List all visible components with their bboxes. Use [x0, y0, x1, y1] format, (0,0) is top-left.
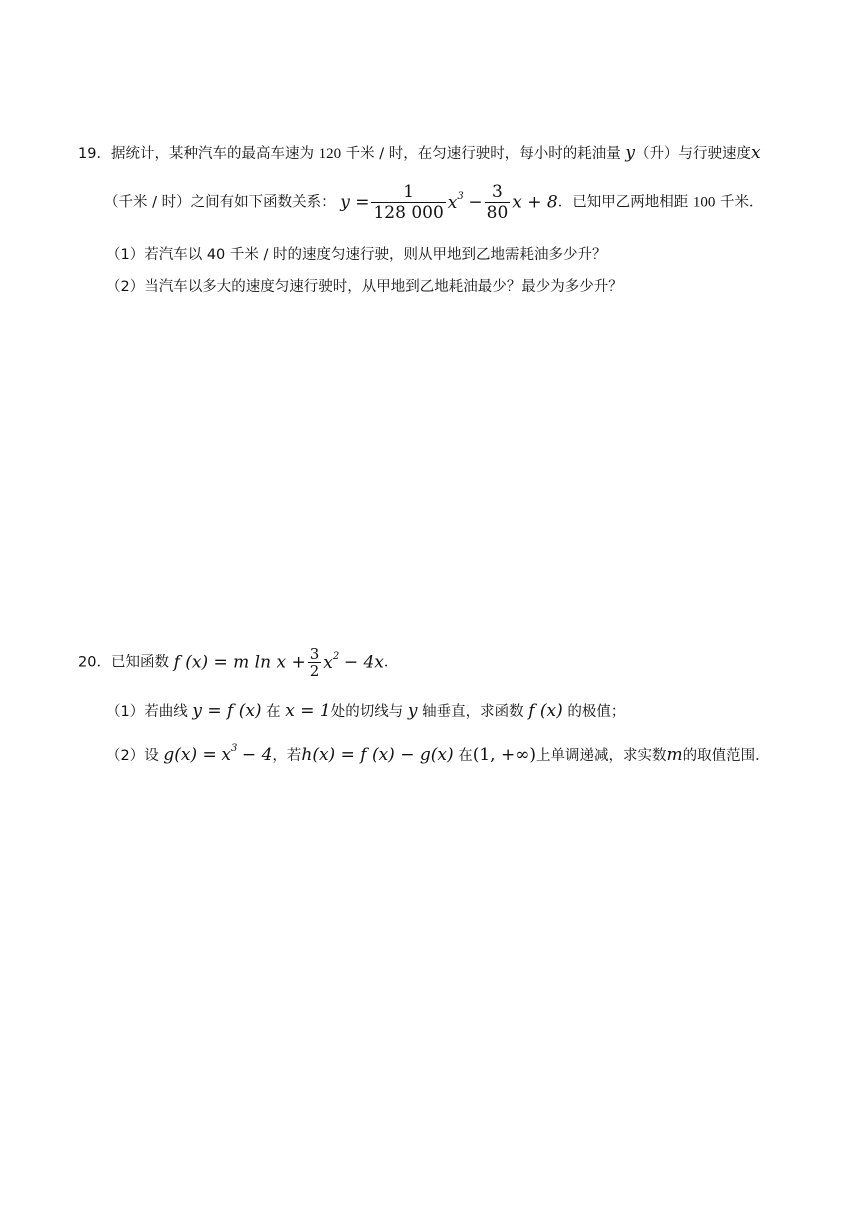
- q20-f-tail: − 4x: [343, 652, 384, 673]
- q20-p1-eq: y = f (x): [192, 701, 262, 721]
- q20-frac-denominator: 2: [309, 662, 320, 680]
- q20-p2-interval: (1, +∞): [472, 745, 536, 765]
- q20-p1-x1: x = 1: [285, 701, 331, 721]
- q20-p2-x-cubed: $x^3$: [221, 743, 238, 765]
- q19-exponent-3: 3: [457, 190, 464, 202]
- q19-text-line2b: ．已知甲乙两地相距: [557, 194, 689, 211]
- q19-distance-value: 100: [692, 194, 716, 211]
- q20-p2-d: 上单调递减，求实数: [535, 748, 667, 764]
- q20-p2-b: ，若: [272, 748, 302, 764]
- q19-text-line2d: 千米．: [719, 194, 764, 211]
- q19-formula-lhs: y =: [340, 192, 370, 213]
- q19-text-a: 据统计，某种汽车的最高车速为: [110, 146, 314, 162]
- q20-p2-g-tail: − 4: [241, 745, 273, 765]
- q19-fraction-2: [485, 182, 511, 223]
- q20-frac-numerator: 3: [309, 645, 320, 663]
- q19-var-y: y: [625, 143, 635, 163]
- q20-x-squared: $x^2$: [323, 650, 340, 673]
- q19-line2: [104, 182, 763, 223]
- q19-part2: （2）当汽车以多大的速度匀速行驶时，从甲地到乙地耗油最少？最少为多少升？: [106, 279, 623, 295]
- q19-x-cubed: $x^3$: [447, 190, 464, 213]
- q19-minus: −: [468, 192, 483, 213]
- q20-text-a: 已知函数: [110, 654, 169, 671]
- q20-number: 20．: [78, 654, 111, 671]
- q20-part2: [106, 745, 770, 766]
- q20-p1-b: 在: [266, 704, 281, 720]
- q20-part1: [106, 701, 625, 722]
- q20-p1-a: （1）若曲线: [106, 704, 188, 720]
- q19-text-c: 千米 / 时，在匀速行驶时，每小时的耗油量: [345, 146, 621, 162]
- q20-p2-m: m: [666, 745, 683, 765]
- q19-speed-value: 120: [318, 146, 342, 162]
- q19-line1: [78, 143, 761, 164]
- q19-formula-tail: x + 8: [512, 192, 558, 213]
- q19-frac1-denominator: 128 000: [373, 203, 444, 223]
- q20-p2-e: 的取值范围．: [682, 748, 770, 764]
- q20-p2-g: g(x) =: [163, 745, 217, 765]
- q20-exponent-2: 2: [332, 650, 340, 662]
- q20-p1-e: 的极值；: [567, 704, 626, 720]
- q20-f-lhs: f (x) = m ln x +: [173, 652, 306, 673]
- q19-frac2-denominator: 80: [486, 203, 509, 223]
- q19-part1: （1）若汽车以 40 千米 / 时的速度匀速行驶，则从甲地到乙地需耗油多少升？: [106, 247, 607, 263]
- q20-fraction: [308, 646, 322, 679]
- q20-p2-h: h(x) = f (x) − g(x): [301, 745, 454, 765]
- q19-frac1-numerator: 1: [371, 182, 445, 203]
- q19-fraction-1: [371, 182, 445, 223]
- q19-var-x: x: [751, 143, 761, 163]
- q20-stem: [78, 646, 398, 679]
- q19-text-d: （升）与行驶速度: [635, 146, 751, 162]
- q19-frac2-numerator: 3: [485, 182, 511, 203]
- q20-p1-fx: f (x): [528, 701, 563, 721]
- q19-text-line2a: （千米 / 时）之间有如下函数关系：: [104, 194, 336, 211]
- q20-p2-a: （2）设: [106, 748, 159, 764]
- q20-stem-end: ．: [383, 654, 399, 671]
- q20-p1-d: 轴垂直，求函数: [422, 704, 524, 720]
- q19-number: 19．: [78, 146, 111, 162]
- q20-p2-exponent: 3: [230, 743, 238, 754]
- q20-p1-c: 处的切线与: [330, 704, 404, 720]
- q20-p2-c: 在: [458, 748, 473, 764]
- q20-p1-y: y: [407, 701, 418, 721]
